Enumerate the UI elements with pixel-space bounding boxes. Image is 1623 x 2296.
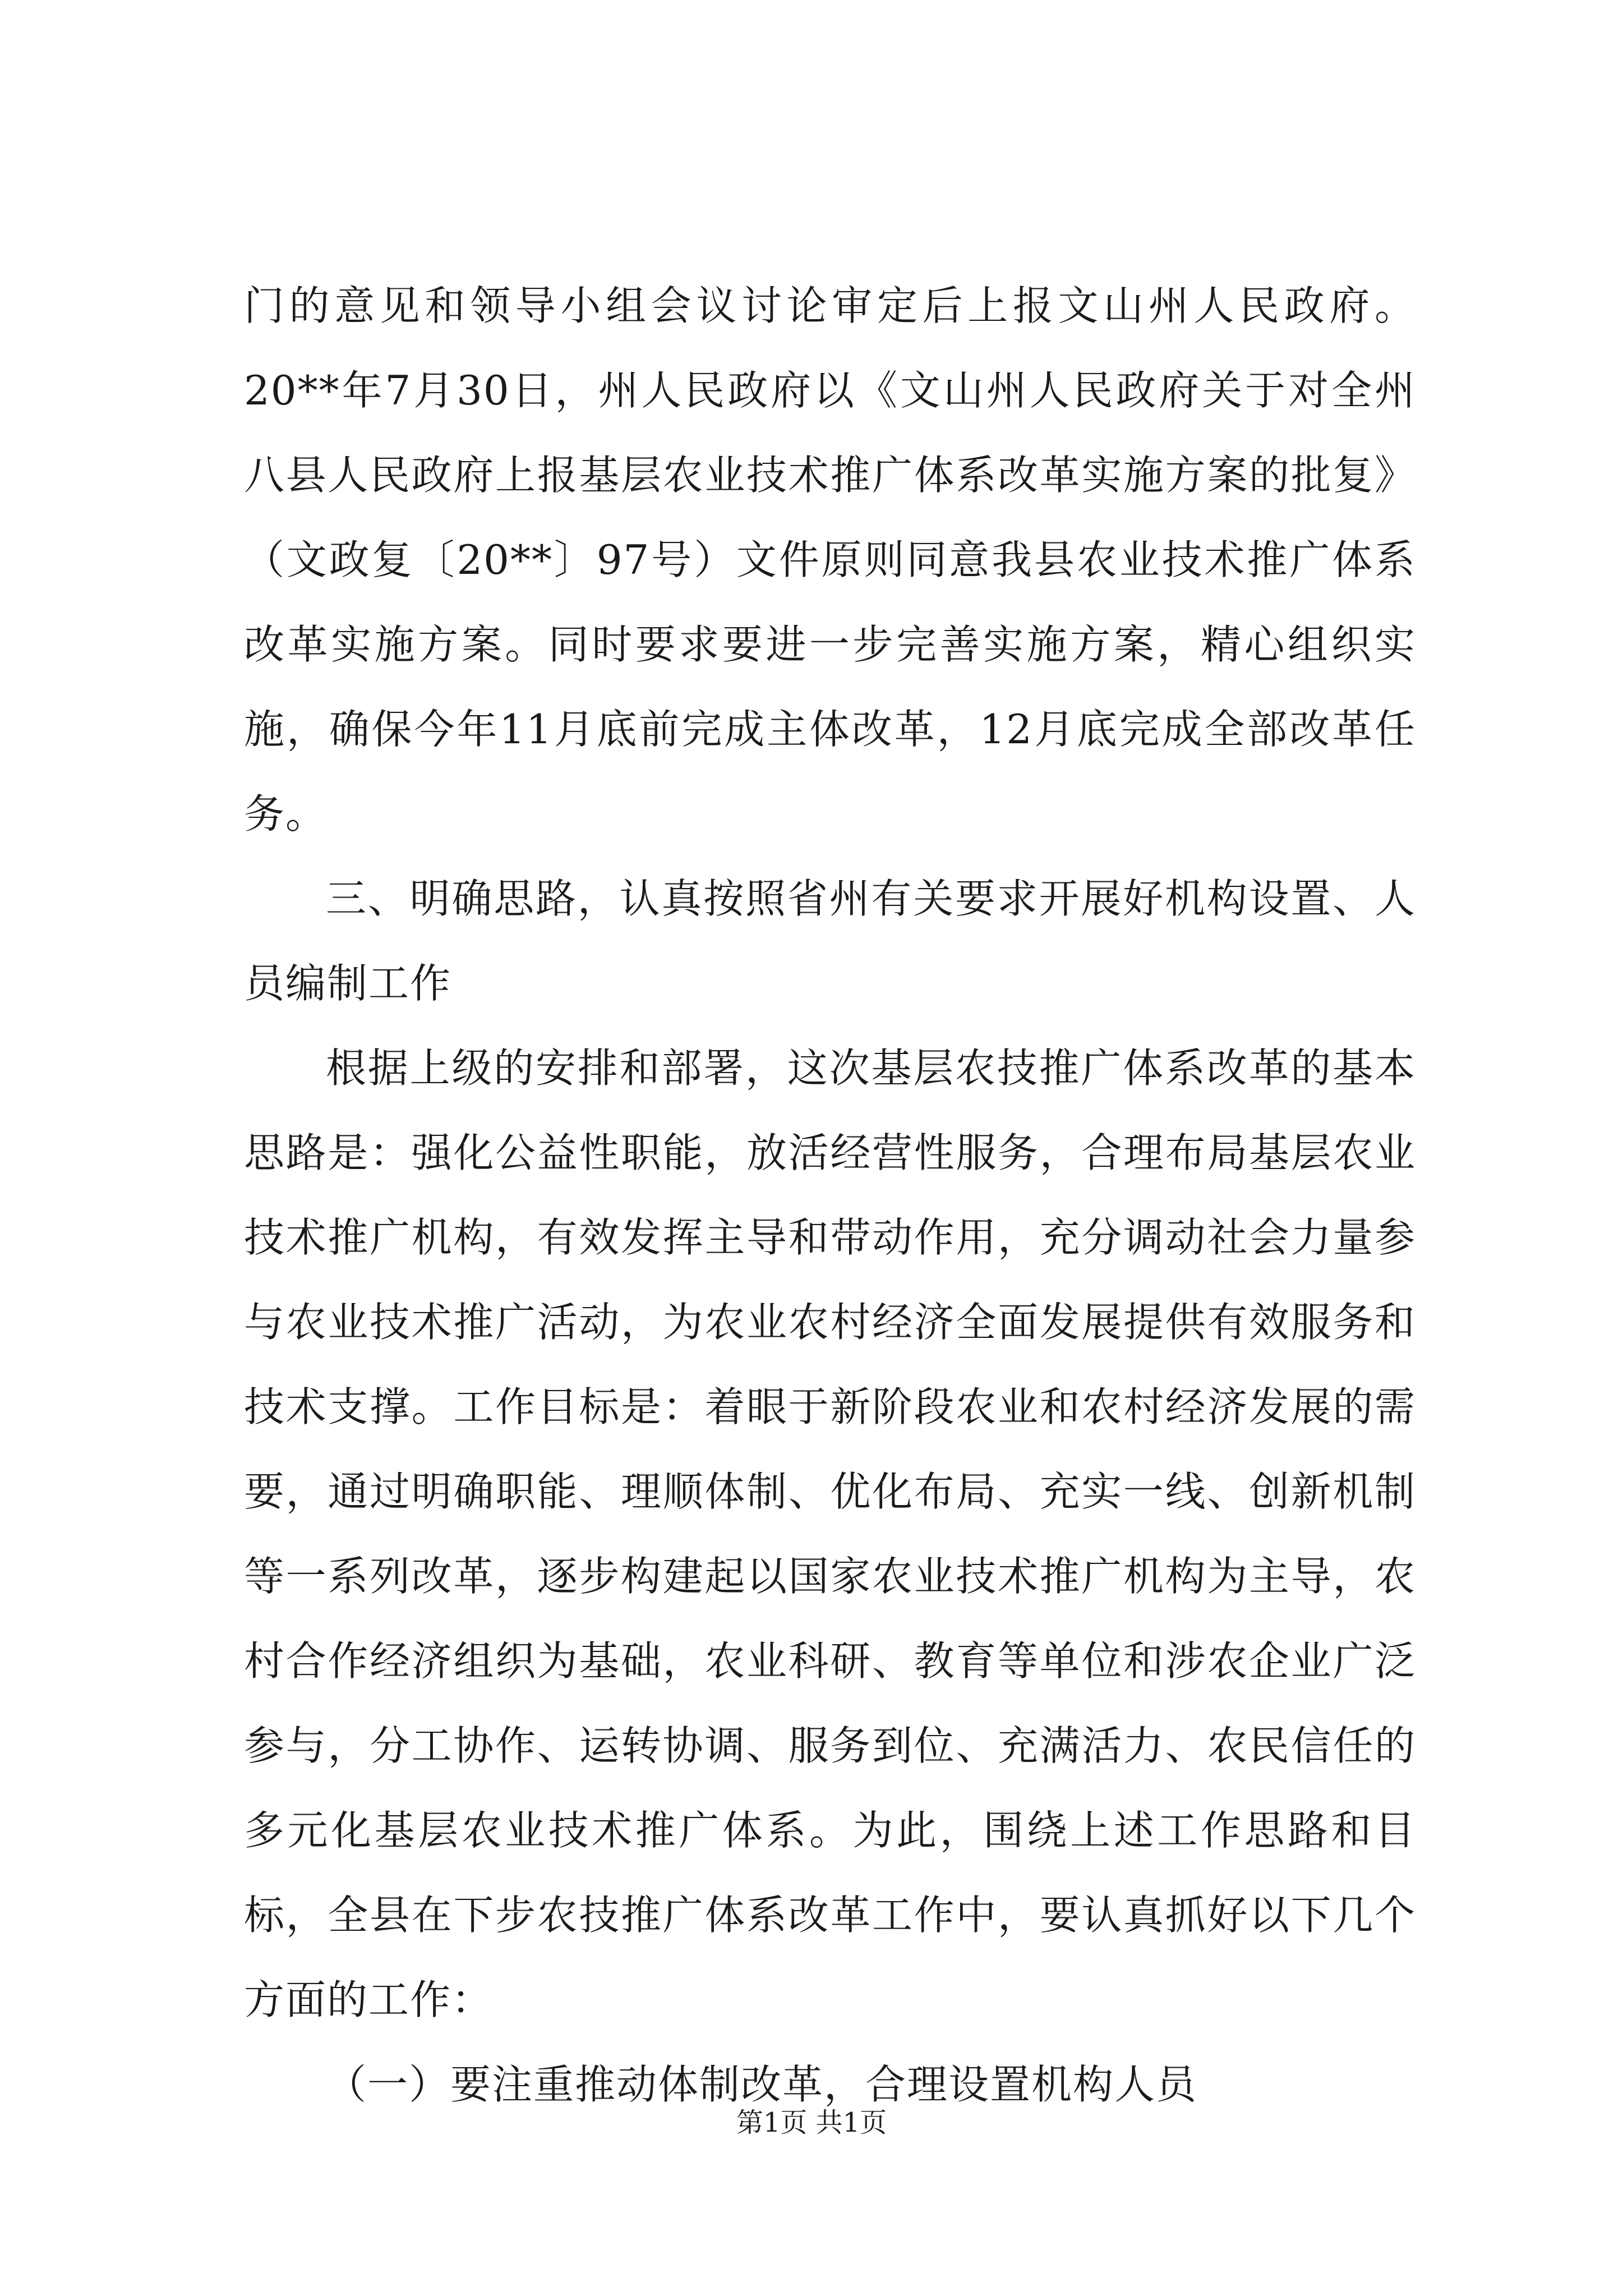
paragraph-approval: 门的意见和领导小组会议讨论审定后上报文山州人民政府。20**年7月30日，州人民政府以《文山州人民政府关于对全州八县人民政府上报基层农业技术推广体系改革实施方案的批复》（文政复〔20**〕97号）文件原则同意我县农业技术推广体系改革实施方案。同时要求要进一步完善实施方案，精心组织实施，确保今年11月底前完成主体改革，12月底完成全部改革任务。 bbox=[244, 282, 1416, 838]
document-body bbox=[244, 264, 1416, 2127]
subsection-heading-one: （一）要注重推动体制改革，合理设置机构人员 bbox=[326, 2061, 1198, 2108]
paragraph-approach: 根据上级的安排和部署，这次基层农技推广体系改革的基本思路是：强化公益性职能，放活经营性服务，合理布局基层农业技术推广机构，有效发挥主导和带动作用，充分调动社会力量参与农业技术推广活动，为农业农村经济全面发展提供有效服务和技术支撑。工作目标是：着眼于新阶段农业和农村经济发展的需要，通过明确职能、理顺体制、优化布局、充实一线、创新机制等一系列改革，逐步构建起以国家农业技术推广机构为主导，农村合作经济组织为基础，农业科研、教育等单位和涉农企业广泛参与，分工协作、运转协调、服务到位、充满活力、农民信任的多元化基层农业技术推广体系。为此，围绕上述工作思路和目标，全县在下步农技推广体系改革工作中，要认真抓好以下几个方面的工作： bbox=[244, 1045, 1416, 2023]
section-heading-three: 三、明确思路，认真按照省州有关要求开展好机构设置、人员编制工作 bbox=[244, 875, 1416, 1007]
page-footer: 第1页 共1页 bbox=[736, 2107, 887, 2138]
